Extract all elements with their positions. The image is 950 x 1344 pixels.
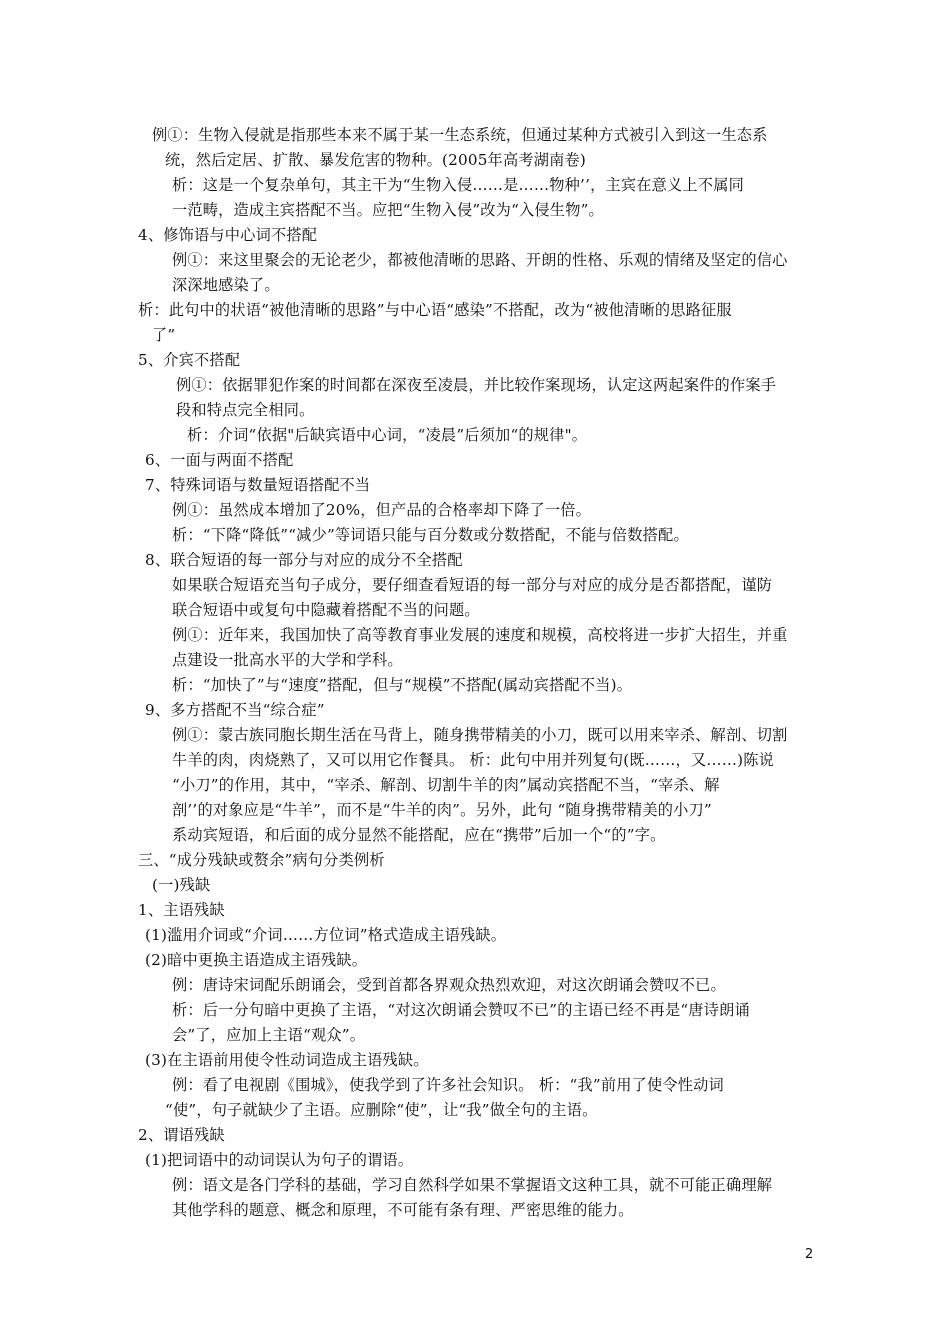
page-number: 2	[805, 1247, 814, 1262]
text-line: 一范畴，造成主宾搭配不当。应把“生物入侵”改为“入侵生物”。	[172, 201, 604, 219]
text-line: (1)把词语中的动词误认为句子的谓语。	[145, 1151, 414, 1169]
text-line: 例①：生物入侵就是指那些本来不属于某一生态系统，但通过某种方式被引入到这一生态系	[152, 126, 768, 144]
text-line: 析：这是一个复杂单句，其主干为“生物入侵……是……物种’’，主宾在意义上不属同	[172, 176, 744, 194]
section-heading: 9、多方搭配不当“综合症”	[145, 701, 325, 719]
text-line: 其他学科的题意、概念和原理，不可能有条有理、严密思维的能力。	[172, 1201, 634, 1219]
text-line: 析：“加快了”与“速度”搭配，但与“规模”不搭配(属动宾搭配不当)。	[172, 676, 633, 694]
text-line: 析：介词“依据"后缺宾语中心词，“凌晨”后须加“的规律"。	[187, 426, 588, 444]
text-line: 例①：蒙古族同胞长期生活在马背上，随身携带精美的小刀，既可以用来宰杀、解剖、切割	[172, 726, 788, 744]
text-line: 联合短语中或复句中隐藏着搭配不当的问题。	[172, 601, 480, 619]
text-line: 会”了，应加上主语“观众”。	[172, 1026, 366, 1044]
section-heading: 2、谓语残缺	[138, 1126, 225, 1144]
text-line: “小刀”的作用，其中，“宰杀、解剖、切割牛羊的肉”属动宾搭配不当，“宰杀、解	[172, 776, 720, 794]
section-heading: 5、介宾不搭配	[138, 351, 241, 369]
text-line: 如果联合短语充当句子成分，要仔细查看短语的每一部分与对应的成分是否都搭配，谨防	[172, 576, 773, 594]
text-line: 例：看了电视剧《围城》，使我学到了许多社会知识。 析：“我”前用了使令性动词	[172, 1076, 724, 1094]
section-heading: 三、“成分残缺或赘余”病句分类例析	[138, 851, 385, 869]
text-line: 例：语文是各门学科的基础，学习自然科学如果不掌握语文这种工具，就不可能正确理解	[172, 1176, 773, 1194]
text-line: 了”	[152, 326, 176, 344]
text-line: 例①：来这里聚会的无论老少，都被他清晰的思路、开朗的性格、乐观的情绪及坚定的信心	[172, 251, 788, 269]
text-line: 段和特点完全相同。	[176, 401, 315, 419]
text-line: 例：唐诗宋词配乐朗诵会，受到首都各界观众热烈欢迎，对这次朗诵会赞叹不已。	[172, 976, 726, 994]
text-line: 析：此句中的状语“被他清晰的思路”与中心语“感染”不搭配，改为“被他清晰的思路征服	[138, 301, 732, 319]
text-line: 析：“下降“降低”“减少”等词语只能与百分数或分数搭配，不能与倍数搭配。	[172, 526, 689, 544]
section-heading: 8、联合短语的每一部分与对应的成分不全搭配	[145, 551, 463, 569]
text-line: (3)在主语前用使令性动词造成主语残缺。	[145, 1051, 429, 1069]
text-line: 深深地感染了。	[172, 276, 280, 294]
text-line: “使”，句子就缺少了主语。应删除“使”，让“我”做全句的主语。	[165, 1101, 598, 1119]
text-line: 剖’’的对象应是“牛羊”，而不是“牛羊的肉”。另外，此句 “随身携带精美的小刀”	[172, 801, 712, 819]
text-line: 牛羊的肉，肉烧熟了，又可以用它作餐具。 析：此句中用并列复句(既……，又……)陈说	[172, 751, 775, 769]
text-line: 例①：依据罪犯作案的时间都在深夜至凌晨，并比较作案现场，认定这两起案件的作案手	[176, 376, 777, 394]
text-line: (2)暗中更换主语造成主语残缺。	[145, 951, 368, 969]
section-heading: 7、特殊词语与数量短语搭配不当	[145, 476, 371, 494]
text-line: 例①：虽然成本增加了20%，但产品的合格率却下降了一倍。	[172, 501, 592, 519]
section-heading: 6、一面与两面不搭配	[145, 451, 294, 469]
text-line: 例①：近年来，我国加快了高等教育事业发展的速度和规模，高校将进一步扩大招生，并重	[172, 626, 788, 644]
text-line: 统，然后定居、扩散、暴发危害的物种。(2005年高考湖南卷)	[165, 151, 587, 169]
text-line: (1)滥用介词或“介词……方位词”格式造成主语残缺。	[145, 926, 507, 944]
text-line: 系动宾短语，和后面的成分显然不能搭配，应在“携带”后加一个“的”字。	[172, 826, 666, 844]
text-line: 析：后一分句暗中更换了主语，“对这次朗诵会赞叹不已”的主语已经不再是“唐诗朗诵	[172, 1001, 750, 1019]
section-heading: 1、主语残缺	[138, 901, 225, 919]
section-heading: (一)残缺	[152, 876, 211, 894]
section-heading: 4、修饰语与中心词不搭配	[138, 226, 318, 244]
text-line: 点建设一批高水平的大学和学科。	[172, 651, 403, 669]
